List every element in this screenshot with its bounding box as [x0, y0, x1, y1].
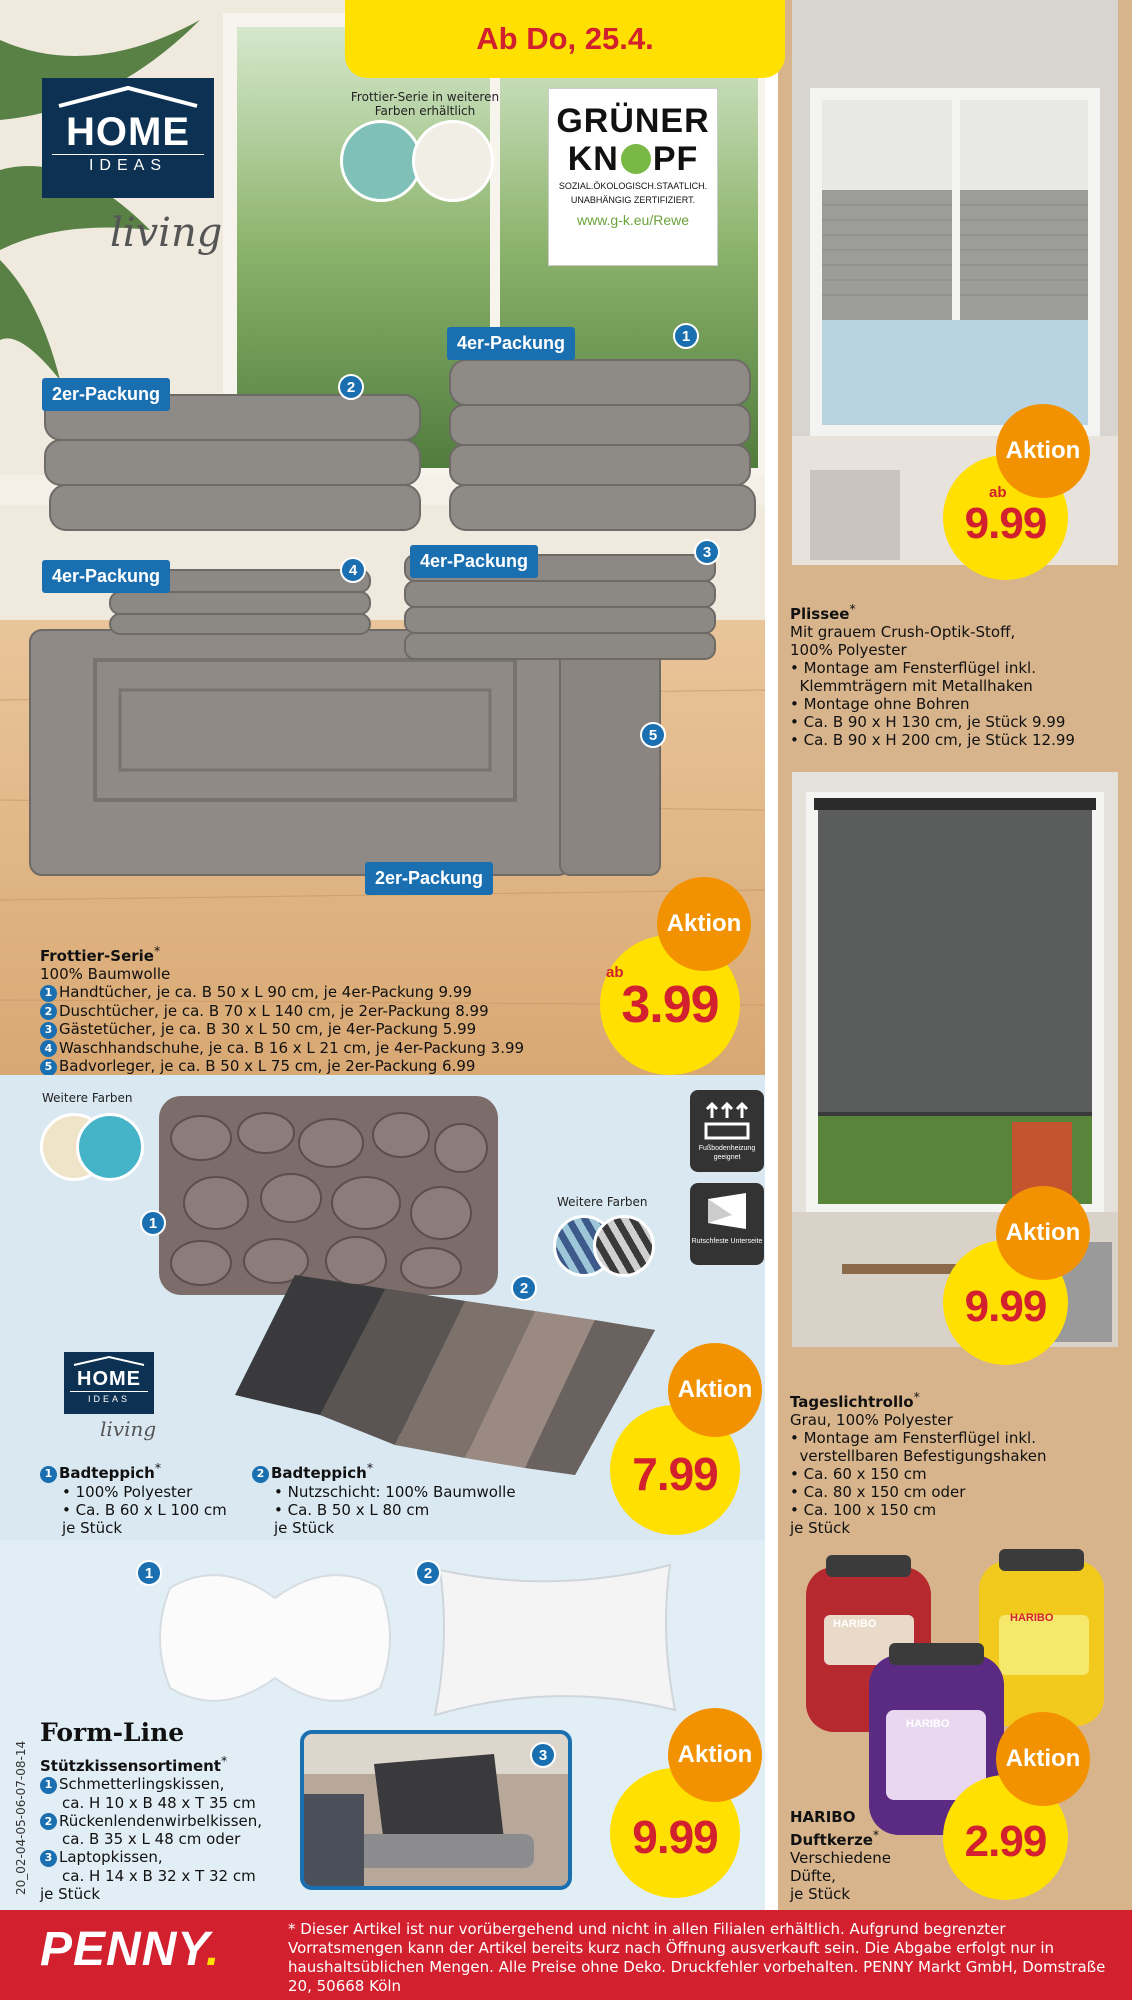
- rug-1-star: *: [154, 1460, 162, 1475]
- towel-item-4-text: Waschhandschuhe, je ca. B 16 x L 21 cm, je 4er-Packung 3.99: [59, 1038, 525, 1057]
- plissee-line: Mit grauem Crush-Optik-Stoff,: [790, 623, 1016, 641]
- jar-label-yellow: HARIBO: [1010, 1612, 1054, 1624]
- item-number-3: 3: [694, 539, 720, 565]
- pack-badge-3: 4er-Packung: [410, 545, 538, 578]
- candle-aktion-badge: Aktion: [996, 1712, 1090, 1806]
- rug-2-description: [252, 1459, 516, 1537]
- towel-item-5-num: 5: [40, 1059, 57, 1076]
- plissee-title: Plissee: [790, 605, 850, 623]
- rug-2-line: • Nutzschicht: 100% Baumwolle: [274, 1482, 516, 1501]
- towel-color-note: Frottier-Serie in weiteren Farben erhältlich: [350, 90, 500, 118]
- non-slip-label: Rutschfeste Unterseite: [691, 1238, 763, 1245]
- pack-badge-2: 2er-Packung: [42, 378, 170, 411]
- rug-2-title: Badteppich: [271, 1464, 367, 1482]
- candle-title-2: Duftkerze: [790, 1831, 873, 1849]
- penny-logo-dot: .: [205, 1923, 221, 1976]
- pillow-item-2-line1: Rückenlendenwirbelkissen,: [59, 1811, 263, 1830]
- candle-line: Verschiedene: [790, 1849, 891, 1867]
- candle-title-1: HARIBO: [790, 1808, 856, 1826]
- candle-star: *: [872, 1827, 880, 1842]
- rug-1-line: je Stück: [62, 1518, 123, 1537]
- rug-1-description: [40, 1459, 227, 1537]
- item-number-4: 4: [340, 557, 366, 583]
- button-icon: [621, 144, 651, 174]
- towel-item-1: [40, 983, 524, 1002]
- towel-star: *: [153, 943, 161, 958]
- rollo-line: • Ca. 80 x 150 cm oder: [790, 1483, 966, 1501]
- heating-arrows-icon: [702, 1096, 752, 1142]
- pillow-number-1: 1: [136, 1560, 162, 1586]
- pillow-title: Stützkissensortiment: [40, 1757, 221, 1775]
- plissee-line: • Ca. B 90 x H 130 cm, je Stück 9.99: [790, 713, 1066, 731]
- towel-item-2-num: 2: [40, 1003, 57, 1020]
- rollo-line: verstellbaren Befestigungshaken: [790, 1447, 1047, 1465]
- towel-offer-panel: [0, 0, 765, 1075]
- bath-rug-panel: [0, 1075, 765, 1540]
- footer-disclaimer: * Dieser Artikel ist nur vorübergehend und nicht in allen Filialen erhältlich. Aufgrund begrenzter Vorratsmengen kann der Artikel bereits kurz nach Öffnung ausverkauft sein. Die Abgabe erfolgt nur in haushaltsüblichen Mengen. Alle Preise ohne Deko. Druckfehler vorbehalten. PENNY Markt GmbH, Domstraße 20, 50668 Köln: [288, 1920, 1106, 1995]
- pack-badge-4: 4er-Packung: [42, 560, 170, 593]
- pillow-item-1-line1: Schmetterlingskissen,: [59, 1775, 225, 1793]
- right-column: [778, 0, 1132, 1910]
- plissee-description: [790, 600, 1075, 749]
- rug-1-num: 1: [40, 1466, 57, 1483]
- color-swatch-turquoise: [76, 1113, 144, 1181]
- penny-logo: [40, 1922, 220, 1977]
- living-script: living: [110, 210, 223, 256]
- pillow-number-3: 3: [530, 1742, 556, 1768]
- rug-2-line: • Ca. B 50 x L 80 cm: [274, 1500, 430, 1519]
- color-swatch-grey-stripes: [593, 1215, 655, 1277]
- rug-weitere-farben-2: Weitere Farben: [557, 1195, 648, 1209]
- item-number-5: 5: [640, 722, 666, 748]
- pillow-aktion-badge: Aktion: [668, 1708, 762, 1802]
- item-number-1: 1: [673, 323, 699, 349]
- logo-home-text-small: HOME: [77, 1368, 141, 1390]
- house-roof-icon: [70, 1355, 148, 1367]
- house-roof-icon: [53, 84, 203, 110]
- rug-1-title: Badteppich: [59, 1464, 155, 1482]
- towel-item-5-text: Badvorleger, je ca. B 50 x L 75 cm, je 2er-Packung 6.99: [59, 1057, 476, 1075]
- seal-line2: [549, 139, 717, 179]
- seal-line2-part1: KN: [567, 140, 619, 178]
- rug-number-1: 1: [140, 1210, 166, 1236]
- pillow-description: [40, 1752, 262, 1903]
- pillow-item-1: [40, 1775, 262, 1794]
- seal-url: www.g-k.eu/Rewe: [576, 212, 690, 228]
- offer-date-banner: Ab Do, 25.4.: [345, 0, 785, 78]
- penny-logo-text: PENNY: [40, 1923, 206, 1976]
- towel-item-1-text: Handtücher, je ca. B 50 x L 90 cm, je 4er-Packung 9.99: [59, 983, 472, 1001]
- towel-item-2: [40, 1002, 524, 1021]
- laptop-pillow-image: [304, 1734, 568, 1886]
- rug-price: 7.99: [632, 1448, 718, 1500]
- towel-price: 3.99: [621, 976, 719, 1034]
- plissee-star: *: [849, 601, 856, 616]
- pillow-item-2-line2: ca. B 35 x L 48 cm oder: [62, 1830, 241, 1848]
- pillow-item-2-num: 2: [40, 1813, 57, 1830]
- form-line-brand: Form-Line: [40, 1718, 185, 1747]
- rollo-line: • Ca. 60 x 150 cm: [790, 1465, 927, 1483]
- pillow-item-1-line2: ca. H 10 x B 48 x T 35 cm: [62, 1793, 256, 1812]
- rug-number-2: 2: [511, 1275, 537, 1301]
- plissee-price-ab: ab: [989, 484, 1007, 501]
- pack-badge-1: 4er-Packung: [447, 327, 575, 360]
- pillow-item-3-num: 3: [40, 1850, 57, 1867]
- rug-weitere-farben-1: Weitere Farben: [42, 1091, 133, 1105]
- non-slip-icon: [690, 1183, 764, 1265]
- seal-line1: GRÜNER: [556, 102, 710, 140]
- floor-heating-icon: [690, 1090, 764, 1172]
- towel-item-1-num: 1: [40, 985, 57, 1002]
- rollo-line: • Ca. 100 x 150 cm: [790, 1501, 937, 1519]
- lumbar-pillow-image: [425, 1555, 685, 1720]
- rug-aktion-badge: Aktion: [668, 1343, 762, 1437]
- candle-line: je Stück: [790, 1885, 851, 1903]
- rollo-line: je Stück: [790, 1519, 851, 1537]
- rollo-star: *: [913, 1389, 920, 1404]
- towel-item-3: [40, 1020, 524, 1039]
- pillow-item-3: [40, 1848, 262, 1867]
- rug-striped-image: [235, 1275, 655, 1475]
- living-script-small: living: [100, 1417, 157, 1441]
- rug-2-num: 2: [252, 1466, 269, 1483]
- pillow-per-piece: je Stück: [40, 1884, 101, 1903]
- pack-badge-5: 2er-Packung: [365, 862, 493, 895]
- towel-item-3-text: Gästetücher, je ca. B 30 x L 50 cm, je 4er-Packung 5.99: [59, 1020, 477, 1038]
- towel-item-3-num: 3: [40, 1022, 57, 1039]
- rug-stones-image: [156, 1093, 501, 1298]
- plissee-line: • Montage ohne Bohren: [790, 695, 970, 713]
- rollo-title: Tageslichtrollo: [790, 1393, 914, 1411]
- pillow-item-2: [40, 1812, 262, 1831]
- candle-line: Düfte,: [790, 1867, 836, 1885]
- home-ideas-logo-small: [64, 1352, 154, 1414]
- pillow-price: 9.99: [632, 1811, 718, 1863]
- plissee-line: Klemmträgern mit Metallhaken: [790, 677, 1033, 695]
- candle-price: 2.99: [964, 1816, 1047, 1866]
- color-swatch-cream: [412, 120, 494, 202]
- rug-1-line: • Ca. B 60 x L 100 cm: [62, 1500, 227, 1519]
- rollo-price: 9.99: [964, 1281, 1047, 1331]
- pillow-star: *: [220, 1753, 228, 1768]
- plissee-price: 9.99: [964, 498, 1047, 548]
- color-swatch-mint: [340, 120, 422, 202]
- plissee-line: 100% Polyester: [790, 641, 907, 659]
- rollo-line: Grau, 100% Polyester: [790, 1411, 953, 1429]
- towel-material: 100% Baumwolle: [40, 965, 171, 983]
- logo-ideas-text: IDEAS: [52, 154, 204, 177]
- gruener-knopf-seal: [548, 88, 718, 266]
- pillow-number-2: 2: [415, 1560, 441, 1586]
- towel-item-4: [40, 1039, 524, 1058]
- pillow-item-3-line2: ca. H 14 x B 32 x T 32 cm: [62, 1866, 256, 1885]
- seal-line2-part2: PF: [652, 140, 699, 178]
- towel-title: Frottier-Serie: [40, 947, 154, 965]
- jar-label-purple: HARIBO: [906, 1718, 950, 1730]
- plissee-line: • Ca. B 90 x H 200 cm, je Stück 12.99: [790, 731, 1075, 749]
- document-code: 20_02-04-05-06-07-08-14: [14, 1740, 28, 1895]
- towel-price-ab: ab: [606, 964, 624, 981]
- logo-ideas-text-small: IDEAS: [70, 1391, 148, 1406]
- floor-heating-label: Fußbodenheizung geeignet: [698, 1145, 756, 1161]
- butterfly-pillow-image: [150, 1558, 400, 1718]
- towel-item-5: [40, 1057, 524, 1075]
- seal-sub2: UNABHÄNGIG ZERTIFIZIERT.: [570, 195, 696, 205]
- towel-description: [40, 942, 524, 1075]
- rollo-line: • Montage am Fensterflügel inkl.: [790, 1429, 1036, 1447]
- non-slip-mat-icon: [702, 1189, 752, 1235]
- seal-sub1: SOZIAL.ÖKOLOGISCH.STAATLICH.: [558, 181, 708, 191]
- item-number-2: 2: [338, 374, 364, 400]
- pillow-item-3-line1: Laptopkissen,: [59, 1848, 163, 1866]
- towel-aktion-badge: Aktion: [657, 877, 751, 971]
- plissee-aktion-badge: Aktion: [996, 404, 1090, 498]
- towel-item-4-num: 4: [40, 1040, 57, 1057]
- pillow-panel: [0, 1540, 765, 1910]
- rug-2-line: je Stück: [274, 1518, 335, 1537]
- rug-1-line: • 100% Polyester: [62, 1482, 193, 1501]
- logo-home-text: HOME: [66, 110, 190, 154]
- plissee-line: • Montage am Fensterflügel inkl.: [790, 659, 1036, 677]
- rollo-aktion-badge: Aktion: [996, 1186, 1090, 1280]
- rollo-description: [790, 1388, 1046, 1537]
- jar-label-red: HARIBO: [833, 1618, 877, 1630]
- home-ideas-logo: [42, 78, 214, 198]
- candle-description: [790, 1808, 891, 1903]
- towel-item-2-text: Duschtücher, je ca. B 70 x L 140 cm, je 2er-Packung 8.99: [59, 1001, 489, 1020]
- rug-2-star: *: [366, 1460, 374, 1475]
- pillow-item-1-num: 1: [40, 1777, 57, 1794]
